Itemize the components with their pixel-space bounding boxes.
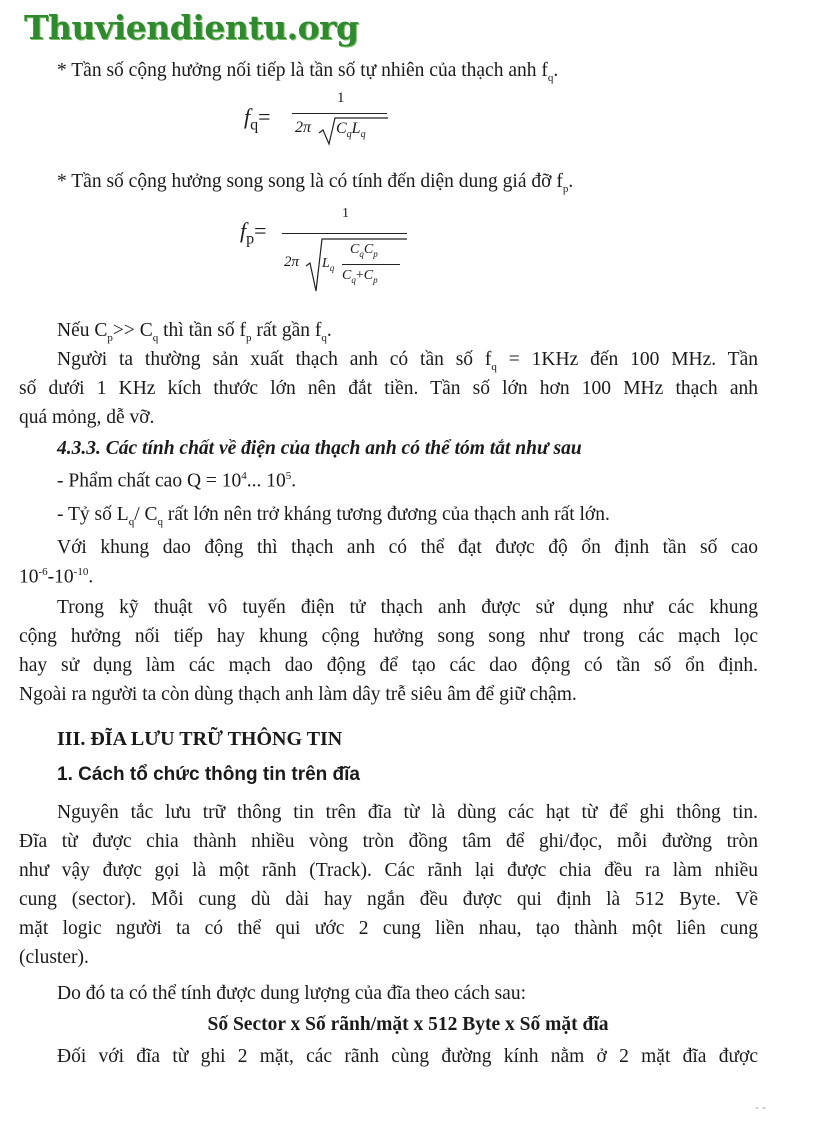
text-line: cộng hưởng nối tiếp hay khung cộng hưởng song song như trong các mạch lọc: [19, 626, 758, 647]
section-heading-1: 1. Cách tổ chức thông tin trên đĩa: [57, 764, 360, 785]
chapter-heading: III. ĐĨA LƯU TRỮ THÔNG TIN: [57, 728, 343, 750]
text-line: cung (sector). Mỗi cung dù dài hay ngắn đều được qui định là 512 Byte. Về: [19, 889, 758, 910]
section-heading-4-3-3: 4.3.3. Các tính chất về điện của thạch anh có thể tóm tắt như sau: [57, 438, 582, 459]
text-line: Nguyên tắc lưu trữ thông tin trên đĩa từ là dùng các hạt từ để ghi thông tin.: [57, 802, 758, 823]
page-mark: - -: [755, 1100, 766, 1114]
text-line: Nếu $C_p>> C_q$ thì tần số $f_p$ rất gần $f_q$.: [57, 320, 332, 344]
text-line: Ngoài ra người ta còn dùng thạch anh làm dây trễ siêu âm để giữ chậm.: [19, 684, 577, 705]
text-line: quá mỏng, dễ vỡ.: [19, 407, 155, 428]
text-line: Người ta thường sản xuất thạch anh có tần số $f_q = 1KHz$ đến 100 MHz. Tần: [57, 349, 759, 373]
text-line: Với khung dao động thì thạch anh có thể đạt được độ ổn định tần số cao: [57, 537, 758, 558]
text-line: hay sử dụng làm các mạch dao động để tạo các dao động có tần số ổn định.: [19, 655, 758, 676]
text-line: * Tần số cộng hưởng nối tiếp là tần số tự nhiên của thạch anh $f_q$.: [57, 60, 559, 84]
text-line: mặt logic người ta có thể qui ước 2 cung liền nhau, tạo thành một liên cung: [19, 918, 758, 939]
text-line: như vậy được gọi là một rãnh (Track). Các rãnh lại được chia đều ra làm nhiều: [19, 860, 758, 881]
text-line: Do đó ta có thể tính được dung lượng của đĩa theo cách sau:: [57, 983, 527, 1004]
text-line: - Phẩm chất cao $Q = 10^4$... $10^5$.: [57, 470, 297, 492]
site-logo: Thuviendientu.org: [24, 8, 359, 47]
text-line: Trong kỹ thuật vô tuyến điện tử thạch anh được sử dụng như các khung: [57, 597, 758, 618]
text-line: - Tỷ số $L_q/$ $C_q$ rất lớn nên trở kháng tương đương của thạch anh rất lớn.: [57, 504, 610, 528]
text-line: Đĩa từ được chia thành nhiều vòng tròn đồng tâm để ghi/đọc, mỗi đường tròn: [19, 831, 758, 852]
text-line: * Tần số cộng hưởng song song là có tính đến diện dung giá đỡ $f_p$.: [57, 171, 574, 195]
text-line: (cluster).: [19, 947, 89, 968]
capacity-formula: Số Sector x Số rãnh/mặt x 512 Byte x Số mặt đĩa: [207, 1014, 609, 1035]
text-line: Đối với đĩa từ ghi 2 mặt, các rãnh cùng đường kính nằm ở 2 mặt đĩa được: [57, 1046, 758, 1067]
text-line: số dưới 1 KHz kích thước lớn nên đắt tiền. Tần số lớn hơn 100 MHz thạch anh: [19, 378, 758, 399]
text-line: $10^{-6}-10^{-10}$.: [19, 566, 94, 588]
